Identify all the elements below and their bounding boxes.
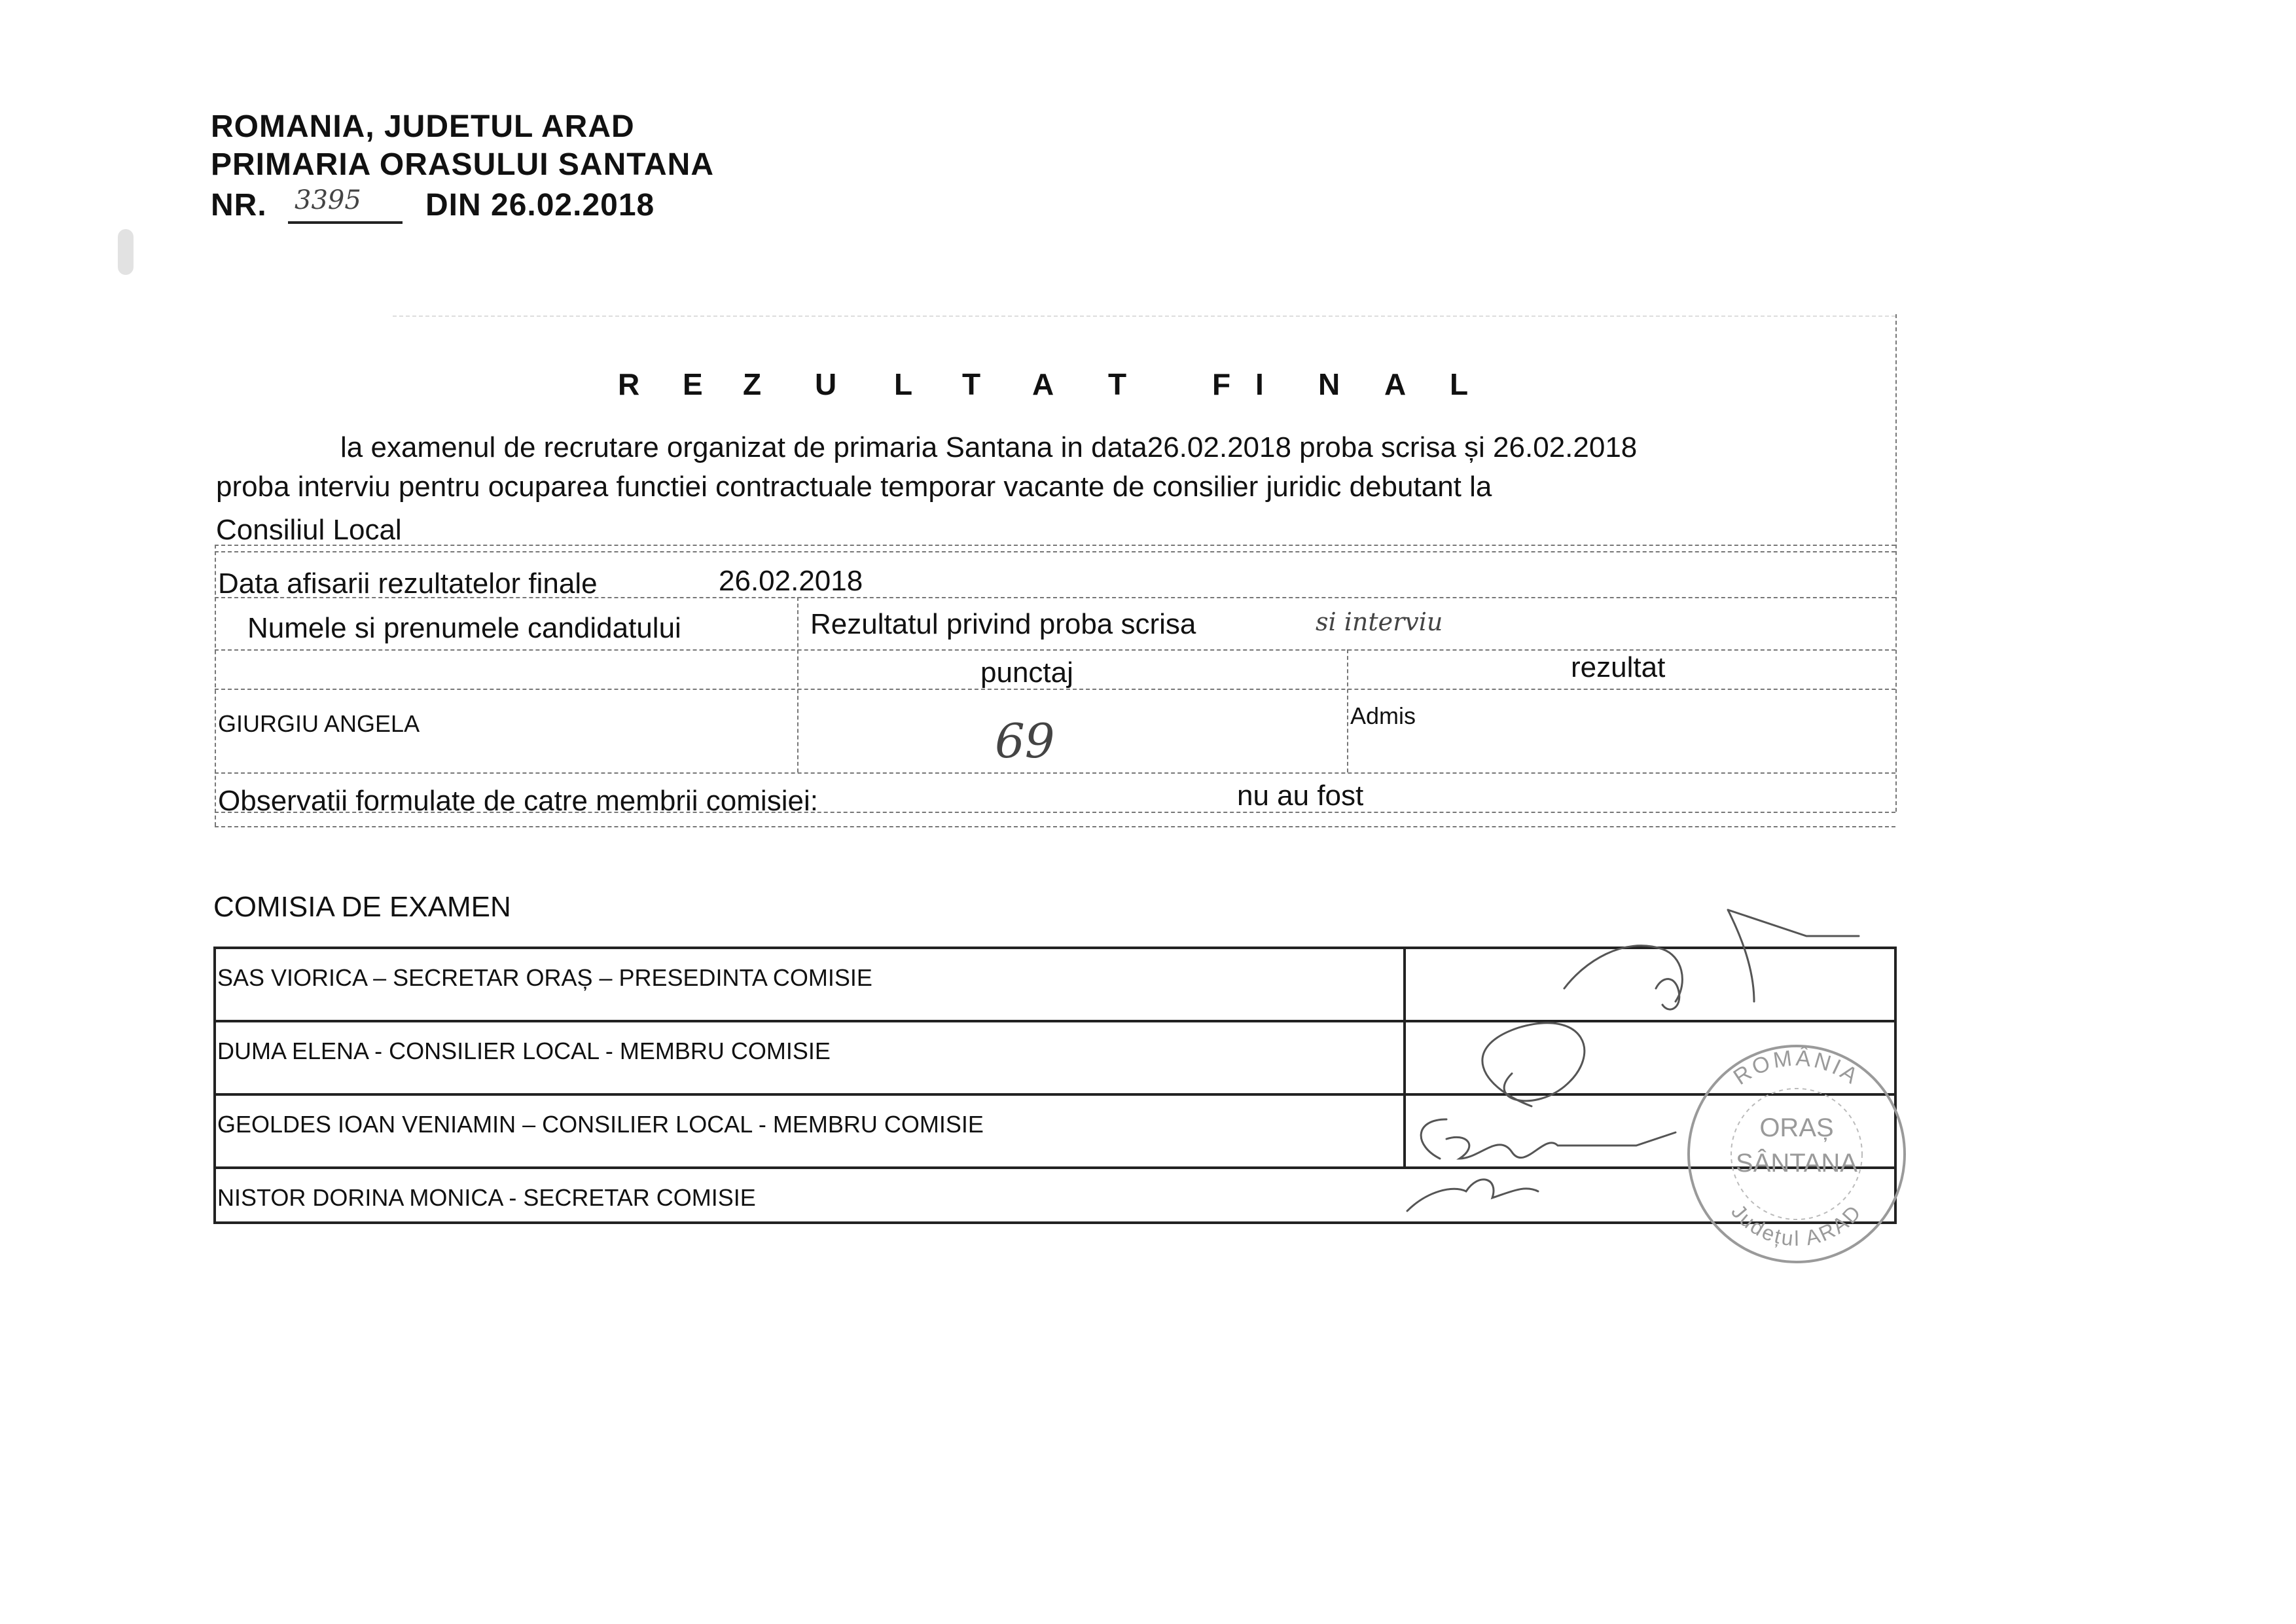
header-nr-prefix: NR. xyxy=(211,188,267,223)
table-col-rule xyxy=(215,545,216,826)
col-header-result-handwritten: si interviu xyxy=(1316,607,1443,636)
title-letter: T xyxy=(962,367,981,401)
subheader-result: rezultat xyxy=(1571,651,1666,683)
title-letter: E xyxy=(683,367,703,401)
title-letter: R xyxy=(618,367,640,401)
candidate-score: 69 xyxy=(995,713,1055,768)
subheader-score: punctaj xyxy=(980,657,1073,689)
col-header-result: Rezultatul privind proba scrisa xyxy=(810,608,1196,640)
intro-line-1: la examenul de recrutare organizat de primaria Santana in data26.02.2018 proba scrisa și 26.02.2018 xyxy=(340,431,1638,463)
table-rule xyxy=(215,649,1895,651)
title-letter: N xyxy=(1318,367,1340,401)
signature-stroke xyxy=(1656,979,1679,1009)
frame-right-border xyxy=(1895,314,1897,812)
header-line-2: PRIMARIA ORASULUI SANTANA xyxy=(211,147,714,182)
display-date-value: 26.02.2018 xyxy=(719,565,863,597)
title-letter: U xyxy=(815,367,837,401)
title-letter: F xyxy=(1212,367,1231,401)
stamp-bottom-text: Județul ARAD xyxy=(1727,1199,1867,1251)
document-title xyxy=(0,367,2296,406)
signatures xyxy=(1388,884,1898,1250)
observations-label: Observatii formulate de catre membrii comisiei: xyxy=(218,785,818,817)
title-letter: A xyxy=(1032,367,1054,401)
table-rule xyxy=(215,826,1895,827)
header-line-1: ROMANIA, JUDETUL ARAD xyxy=(211,109,635,144)
display-date-label: Data afisarii rezultatelor finale xyxy=(218,568,598,600)
observations-value: nu au fost xyxy=(1237,780,1364,812)
table-rule xyxy=(215,551,1895,552)
signature-stroke xyxy=(1564,946,1682,1001)
col-header-candidate: Numele si prenumele candidatului xyxy=(247,612,681,644)
commission-title: COMISIA DE EXAMEN xyxy=(213,891,511,923)
scan-artifact xyxy=(118,229,134,275)
signature-stroke xyxy=(1421,1119,1676,1159)
header-nr-underline xyxy=(288,221,403,224)
candidate-name: GIURGIU ANGELA xyxy=(218,710,420,737)
stamp-top-text: ROMÂNIA xyxy=(1729,1045,1865,1091)
commission-member: DUMA ELENA - CONSILIER LOCAL - MEMBRU COMISIE xyxy=(217,1038,831,1064)
commission-member: SAS VIORICA – SECRETAR ORAȘ – PRESEDINTA COMISIE xyxy=(217,964,872,991)
intro-line-3: Consiliul Local xyxy=(216,514,402,546)
title-letter: A xyxy=(1384,367,1407,401)
title-letter: L xyxy=(1450,367,1469,401)
signature-stroke xyxy=(1407,1180,1538,1211)
candidate-result: Admis xyxy=(1350,702,1416,729)
table-col-rule xyxy=(797,597,798,772)
commission-member: NISTOR DORINA MONICA - SECRETAR COMISIE xyxy=(217,1184,756,1211)
header-nr-date: DIN 26.02.2018 xyxy=(425,188,655,223)
signature-stroke xyxy=(1728,910,1859,1001)
stamp-center-line-1: ORAȘ xyxy=(1759,1113,1834,1142)
title-letter: L xyxy=(894,367,913,401)
signature-stroke xyxy=(1482,1023,1585,1106)
title-letter: T xyxy=(1108,367,1127,401)
frame-top-border xyxy=(393,316,1895,317)
table-col-rule xyxy=(1347,649,1348,772)
commission-member: GEOLDES IOAN VENIAMIN – CONSILIER LOCAL - MEMBRU COMISIE xyxy=(217,1111,984,1138)
commission-rule xyxy=(213,947,216,1224)
title-letter: Z xyxy=(743,367,762,401)
table-rule xyxy=(215,689,1895,690)
table-rule xyxy=(215,772,1895,774)
title-letter: I xyxy=(1255,367,1264,401)
intro-line-2: proba interviu pentru ocuparea functiei contractuale temporar vacante de consilier juridic debutant la xyxy=(216,471,1492,503)
table-rule xyxy=(215,545,1895,546)
stamp-center-line-2: SÂNTANA xyxy=(1736,1149,1857,1178)
header-nr-handwritten: 3395 xyxy=(295,185,361,215)
